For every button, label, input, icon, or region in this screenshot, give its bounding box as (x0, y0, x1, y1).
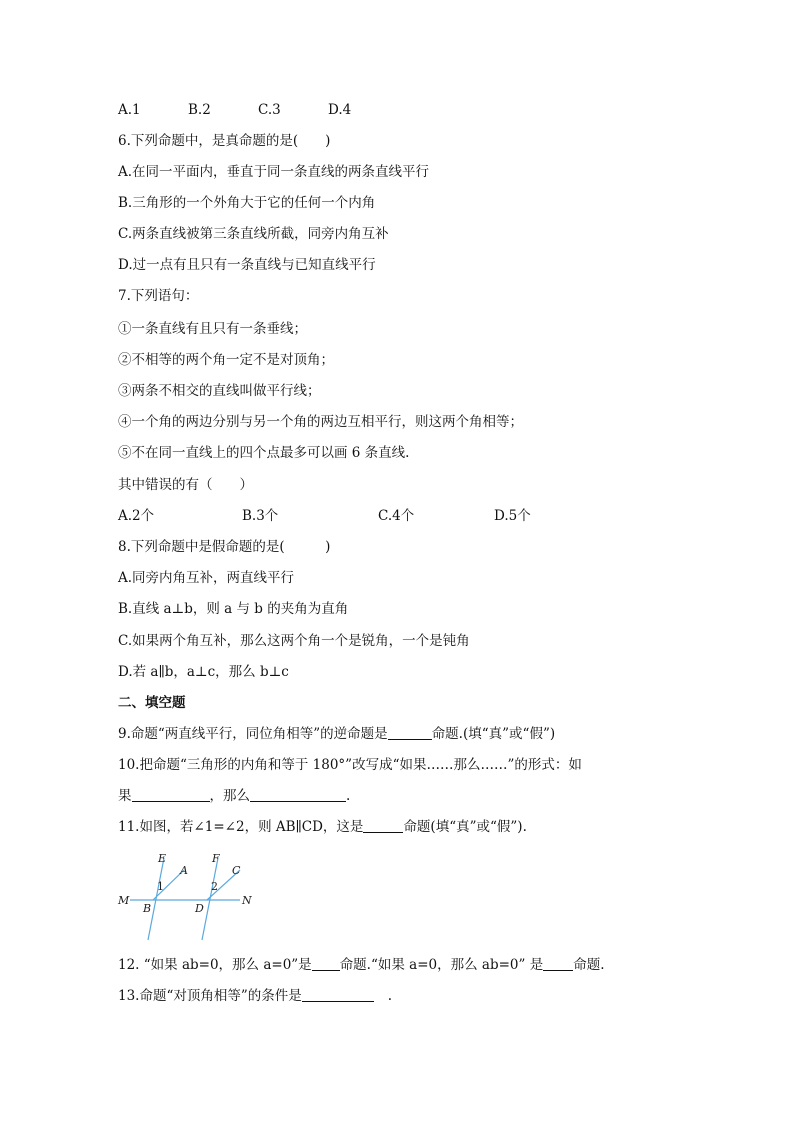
q5-option-d: D.4 (328, 102, 352, 118)
q9-line (118, 725, 555, 743)
q5-option-c: C.3 (258, 102, 281, 118)
q6-option-d: D.过一点有且只有一条直线与已知直线平行 (118, 257, 376, 273)
q7-option-c: C.4个 (378, 508, 415, 524)
q12-blank-1[interactable] (312, 956, 340, 971)
q8-option-d: D.若 a∥b，a⊥c，那么 b⊥c (118, 664, 289, 680)
q5-option-b: B.2 (188, 102, 211, 118)
q6-stem: 6.下列命题中，是真命题的是( ) (118, 133, 331, 149)
label-a: A (180, 864, 188, 877)
q8-option-c: C.如果两个角互补，那么这两个角一个是锐角，一个是钝角 (118, 633, 470, 649)
q12-blank-2[interactable] (543, 956, 573, 971)
q10-line-2 (118, 787, 350, 805)
q13-text-before: 13.命题“对顶角相等”的条件是 (118, 988, 302, 1004)
q13-answer-blank[interactable] (302, 987, 374, 1002)
q10-text-if: 果 (118, 788, 132, 804)
q7-option-b: B.3个 (242, 508, 279, 524)
line-fd (202, 858, 218, 940)
q9-answer-blank[interactable] (388, 725, 432, 740)
q9-text-before: 9.命题“两直线平行，同位角相等”的逆命题是 (118, 726, 388, 742)
q7-statement-3: ③两条不相交的直线叫做平行线； (118, 383, 321, 399)
label-m: M (118, 894, 130, 907)
label-c: C (232, 864, 241, 877)
q8-option-b: B.直线 a⊥b，则 a 与 b 的夹角为直角 (118, 601, 349, 617)
q7-stem: 7.下列语句： (118, 288, 199, 304)
label-n: N (242, 894, 252, 907)
q10-line-1: 10.把命题“三角形的内角和等于 180°”改写成“如果……那么……”的形式：如 (118, 757, 582, 773)
q12-text-3: 命题. (573, 957, 605, 973)
q11-text-after: 命题(填“真”或“假”). (403, 819, 527, 835)
q10-text-then: ，那么 (209, 788, 250, 804)
q5-option-a: A.1 (118, 102, 141, 118)
section-heading-fill-in: 二、填空题 (118, 695, 186, 711)
q13-line (118, 987, 392, 1005)
q6-option-b: B.三角形的一个外角大于它的任何一个内角 (118, 195, 376, 211)
q7-statement-4: ④一个角的两边分别与另一个角的两边互相平行，则这两个角相等； (118, 414, 523, 430)
q6-option-c: C.两条直线被第三条直线所截，同旁内角互补 (118, 226, 389, 242)
q6-option-a: A.在同一平面内，垂直于同一条直线的两条直线平行 (118, 164, 430, 180)
label-angle-1: 1 (157, 880, 164, 893)
q7-statement-1: ①一条直线有且只有一条垂线； (118, 321, 307, 337)
q12-text-2: 命题.“如果 a=0，那么 ab=0” 是 (339, 957, 544, 973)
q8-stem: 8.下列命题中是假命题的是( ) (118, 539, 331, 555)
label-f: F (212, 852, 220, 865)
q12-text-1: 12. “如果 ab=0，那么 a=0”是 (118, 957, 312, 973)
q13-text-after: . (387, 988, 393, 1004)
q10-if-blank[interactable] (132, 787, 210, 802)
label-b: B (143, 902, 152, 915)
q9-text-after: 命题.(填“真”或“假”) (431, 726, 556, 742)
q7-question: 其中错误的有（ ） (118, 477, 253, 493)
q7-statement-5: ⑤不在同一直线上的四个点最多可以画 6 条直线. (118, 445, 410, 461)
q8-option-a: A.同旁内角互补，两直线平行 (118, 570, 295, 586)
q10-text-end: . (346, 788, 351, 804)
line-eb (148, 858, 164, 940)
q11-text-before: 11.如图，若∠1=∠2，则 AB∥CD，这是 (118, 819, 364, 835)
q11-answer-blank[interactable] (363, 818, 403, 833)
label-d: D (195, 902, 204, 915)
parallel-lines-figure (116, 850, 266, 942)
label-e: E (158, 852, 167, 865)
label-angle-2: 2 (211, 880, 218, 893)
q11-line (118, 818, 527, 836)
q7-option-d: D.5个 (494, 508, 531, 524)
q7-statement-2: ②不相等的两个角一定不是对顶角； (118, 352, 334, 368)
q7-option-a: A.2个 (118, 508, 155, 524)
q10-then-blank[interactable] (250, 787, 346, 802)
q12-line (118, 956, 605, 974)
